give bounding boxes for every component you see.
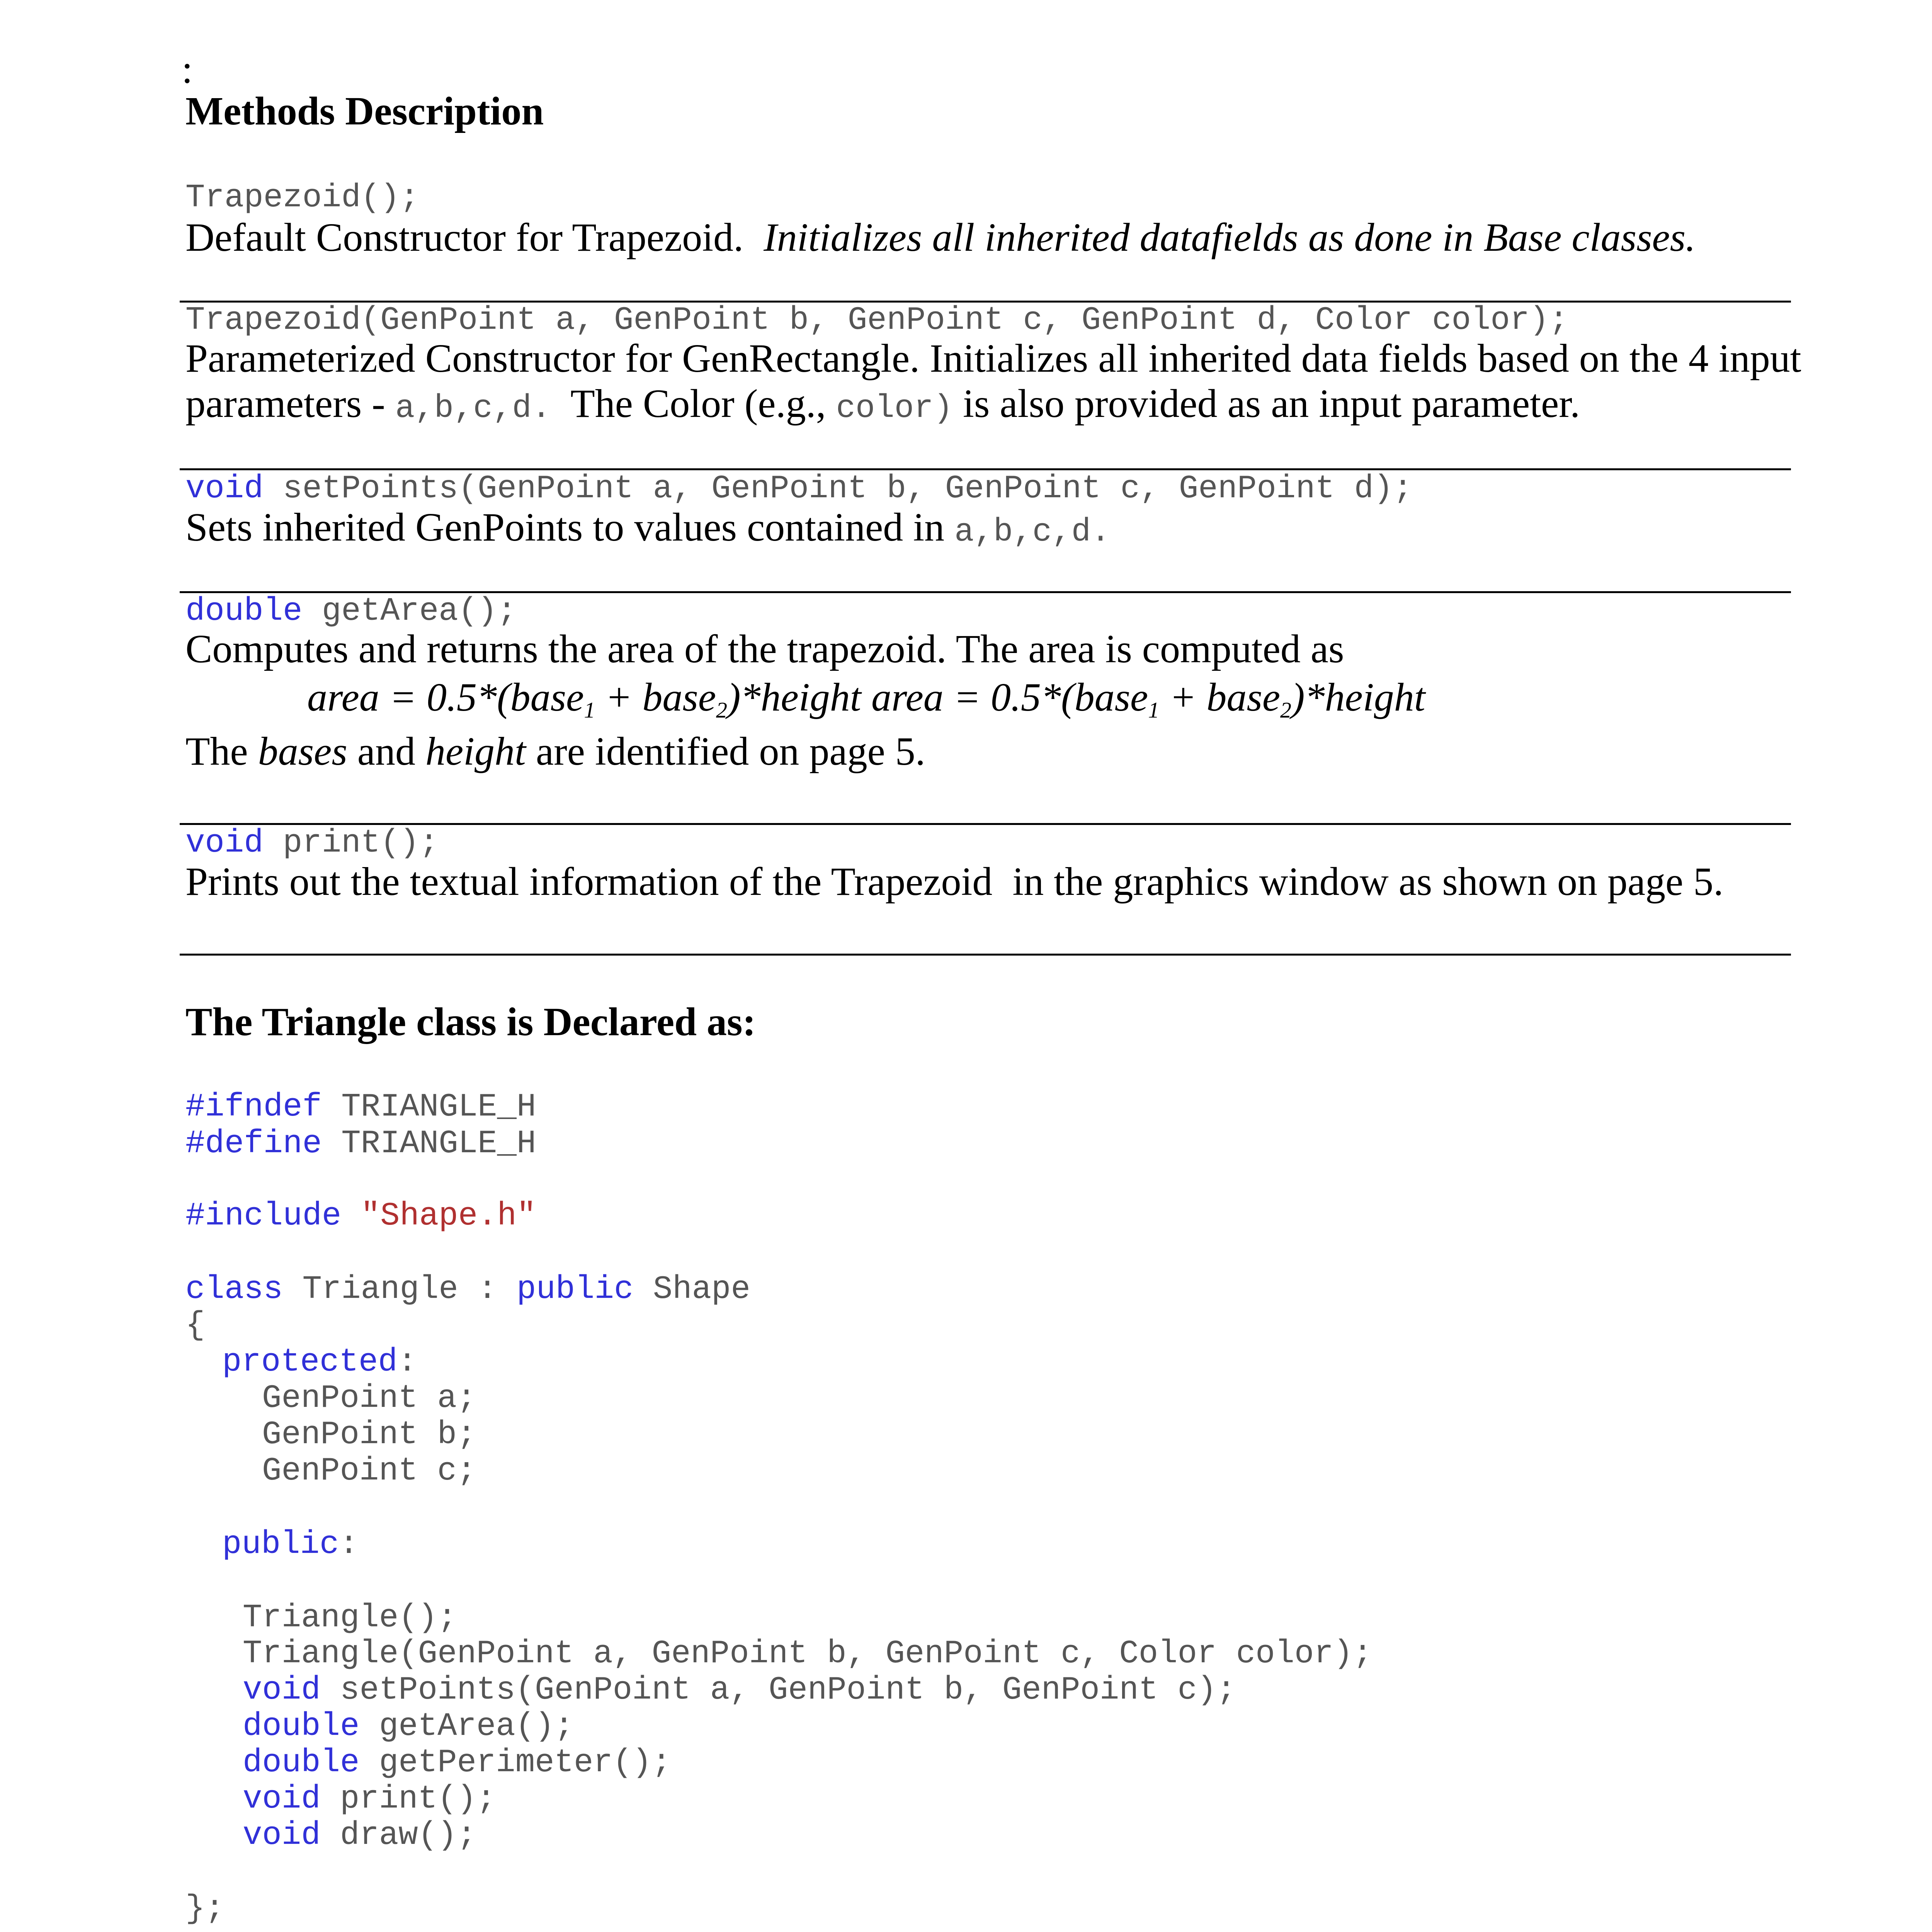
signature-rest: print();	[263, 825, 439, 862]
code-line-field-c: GenPoint c;	[262, 1453, 476, 1490]
code-text: Triangle :	[283, 1271, 517, 1308]
method-note-getarea	[185, 728, 925, 774]
formula-part: )*height	[1291, 675, 1425, 719]
code-text: setPoints(GenPoint a, GenPoint b, GenPoint c);	[320, 1672, 1236, 1709]
code-line-field-b: GenPoint b;	[262, 1417, 476, 1453]
string-literal: "Shape.h"	[341, 1198, 536, 1235]
keyword: double	[243, 1745, 360, 1781]
note-italic: bases	[258, 729, 347, 774]
divider	[180, 954, 1791, 956]
code-line-method-setpoints	[243, 1672, 1236, 1709]
desc-text: Sets inherited GenPoints to values contained in	[185, 505, 955, 549]
signature-rest: setPoints(GenPoint a, GenPoint b, GenPoint c, GenPoint d);	[263, 471, 1413, 507]
code-line-class	[185, 1271, 750, 1308]
keyword: #define	[185, 1126, 322, 1162]
formula-sub: 2	[716, 697, 728, 723]
code-line-open-brace: {	[185, 1307, 205, 1344]
desc-code: a,b,c,d.	[395, 390, 551, 427]
code-line-method-param-ctor: Triangle(GenPoint a, GenPoint b, GenPoint c, Color color);	[243, 1636, 1372, 1672]
method-signature-getarea	[185, 593, 517, 630]
keyword: protected	[222, 1344, 398, 1381]
code-line-field-a: GenPoint a;	[262, 1380, 476, 1417]
formula-part: + base	[595, 675, 716, 719]
desc-code: color)	[836, 390, 953, 427]
code-line-method-draw	[243, 1817, 476, 1854]
note-text: are identified on page 5.	[526, 729, 925, 774]
code-line-close-brace: };	[185, 1891, 224, 1927]
keyword: class	[185, 1271, 283, 1308]
triangle-heading: The Triangle class is Declared as:	[185, 1000, 756, 1044]
desc-plain: Default Constructor for Trapezoid.	[185, 215, 764, 260]
desc-italic: Initializes all inherited datafields as done in Base classes.	[764, 215, 1696, 260]
method-signature-param-ctor: Trapezoid(GenPoint a, GenPoint b, GenPoint c, GenPoint d, Color color);	[185, 302, 1568, 339]
keyword: double	[243, 1708, 360, 1745]
keyword: public	[516, 1271, 634, 1308]
divider	[180, 468, 1791, 470]
method-signature-print	[185, 825, 439, 862]
code-line-ifndef	[185, 1089, 536, 1126]
method-desc-setpoints	[185, 504, 1110, 551]
formula-part: area = 0.5*(base	[871, 675, 1148, 719]
code-text: TRIANGLE_H	[321, 1089, 536, 1126]
code-text: print();	[320, 1781, 496, 1818]
method-signature-default-ctor: Trapezoid();	[185, 180, 419, 216]
methods-heading: Methods Description	[185, 89, 544, 133]
keyword: void	[185, 471, 264, 507]
formula-part: area = 0.5*(base	[307, 675, 584, 719]
area-formula-1	[307, 674, 861, 723]
code-text: getPerimeter();	[359, 1745, 671, 1781]
formula-part: + base	[1159, 675, 1281, 719]
formula-part: )*height	[727, 675, 861, 719]
code-text: :	[397, 1344, 417, 1381]
colon-mark: :	[182, 47, 193, 92]
keyword: double	[185, 593, 303, 630]
desc-text: parameters -	[185, 381, 395, 426]
method-desc-param-ctor-line1: Parameterized Constructor for GenRectangle. Initializes all inherited data fields based on the 4 input	[185, 336, 1801, 381]
formula-sub: 1	[584, 697, 595, 723]
code-text: Shape	[633, 1271, 750, 1308]
signature-rest: getArea();	[302, 593, 517, 630]
code-text: getArea();	[359, 1708, 574, 1745]
code-line-public	[222, 1526, 359, 1563]
code-line-method-print	[243, 1781, 496, 1818]
code-text: TRIANGLE_H	[321, 1126, 536, 1162]
code-line-define	[185, 1126, 536, 1162]
note-italic: height	[425, 729, 526, 774]
code-text: draw();	[320, 1817, 476, 1854]
method-desc-default-ctor	[185, 214, 1696, 260]
note-text: The	[185, 729, 258, 774]
keyword: void	[185, 825, 264, 862]
code-line-protected	[222, 1344, 417, 1381]
formula-sub: 2	[1280, 697, 1292, 723]
keyword: public	[222, 1526, 339, 1563]
keyword: #include	[185, 1198, 342, 1235]
method-signature-setpoints	[185, 471, 1413, 507]
method-desc-getarea: Computes and returns the area of the trapezoid. The area is computed as	[185, 627, 1344, 671]
area-formula-2	[871, 674, 1425, 723]
method-desc-param-ctor-line2	[185, 381, 1580, 427]
keyword: void	[243, 1781, 321, 1818]
formula-sub: 1	[1148, 697, 1160, 723]
code-text: :	[339, 1526, 359, 1563]
desc-code: a,b,c,d.	[954, 514, 1111, 551]
code-line-method-getarea	[243, 1708, 574, 1745]
note-text: and	[347, 729, 425, 774]
keyword: #ifndef	[185, 1089, 322, 1126]
method-desc-print: Prints out the textual information of the Trapezoid in the graphics window as shown on page 5.	[185, 859, 1724, 904]
keyword: void	[243, 1672, 321, 1709]
code-line-include	[185, 1198, 536, 1235]
desc-text: is also provided as an input parameter.	[953, 381, 1580, 426]
code-line-method-getperimeter	[243, 1745, 671, 1781]
keyword: void	[243, 1817, 321, 1854]
code-line-method-ctor: Triangle();	[243, 1600, 457, 1636]
desc-text: The Color (e.g.,	[551, 381, 836, 426]
